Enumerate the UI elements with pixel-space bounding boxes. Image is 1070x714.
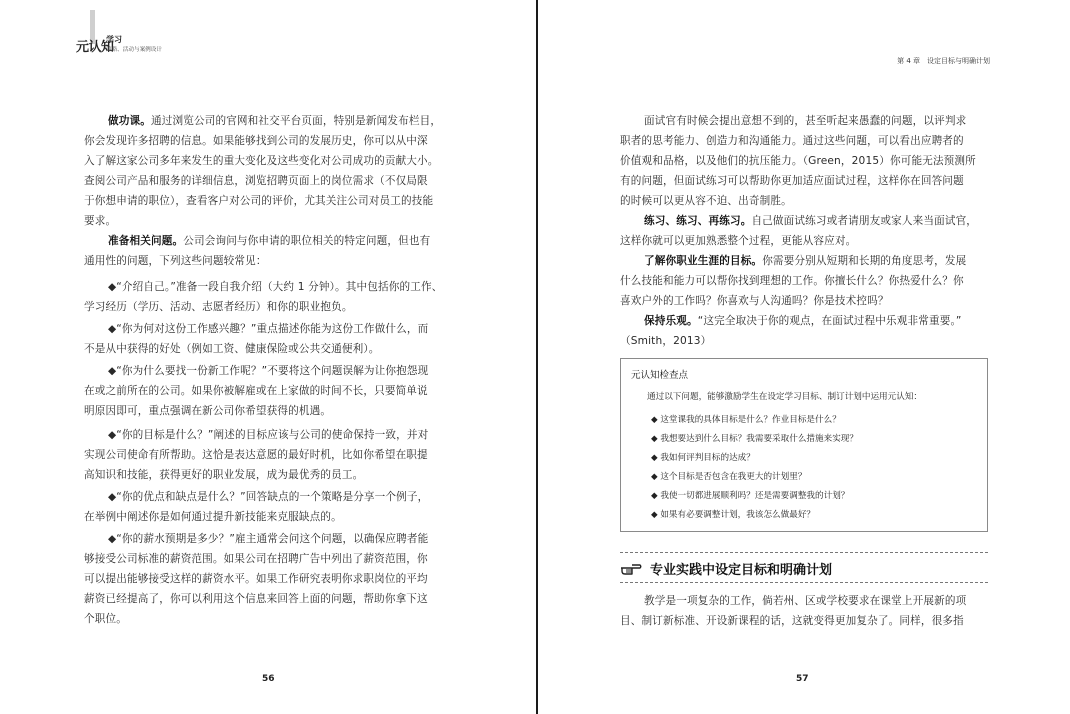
text-line: （Smith，2013） (620, 335, 712, 347)
text-line: 要求。 (84, 215, 117, 227)
text-line: ◆“你为何对这份工作感兴趣？”重点描述你能为这份工作做什么，而 (108, 323, 429, 335)
text-line: 在或之前所在的公司。如果你被解雇或在上家做的时间不长，只要简单说 (84, 385, 428, 397)
text-line: 入了解这家公司多年来发生的重大变化及这些变化对公司成功的贡献大小。 (84, 155, 439, 167)
book-title: 学习 (106, 35, 122, 44)
text-line: ◆“你的优点和缺点是什么？”回答缺点的一个策略是分享一个例子， (108, 491, 429, 503)
text-line: 做功课。通过浏览公司的官网和社交平台页面，特别是新闻发布栏目， (108, 115, 442, 127)
page-number: 57 (796, 674, 809, 684)
bold-lead: 了解你职业生涯的目标。 (644, 255, 763, 267)
text-line: 的时候可以更从容不迫、出奇制胜。 (620, 195, 792, 207)
section-title: 专业实践中设定目标和明确计划 (650, 563, 833, 578)
text-line: ◆“你的薪水预期是多少？”雇主通常会问这个问题，以确保应聘者能 (108, 533, 429, 545)
text-line: 学习经历（学历、活动、志愿者经历）和你的职业抱负。 (84, 301, 353, 313)
book-subtitle: 策略、活动与案例设计 (106, 47, 162, 53)
text-line: 教学是一项复杂的工作，倘若州、区或学校要求在课堂上开展新的项 (644, 595, 967, 607)
text-line: 面试官有时候会提出意想不到的，甚至听起来愚蠢的问题，以评判求 (644, 115, 967, 127)
text-line: 价值观和品格，以及他们的抗压能力。（Green，2015）你可能无法预测所 (620, 155, 976, 167)
checkpoint-item: ◆ 如果有必要调整计划，我该怎么做最好？ (651, 510, 816, 520)
checkpoint-item: ◆ 我使一切都进展顺利吗？还是需要调整我的计划？ (651, 491, 850, 501)
checkpoint-item: ◆ 这堂课我的具体目标是什么？作业目标是什么？ (651, 415, 841, 425)
text-line: 可以提出能够接受这样的薪资水平。如果工作研究表明你求职岗位的平均 (84, 573, 428, 585)
text-line: 喜欢户外的工作吗？你喜欢与人沟通吗？你是技术控吗？ (620, 295, 889, 307)
bold-lead: 准备相关问题。 (108, 235, 184, 247)
right-page (538, 0, 1070, 714)
text-line: 高知识和技能，获得更好的职业发展，成为最优秀的员工。 (84, 469, 364, 481)
text-line: 实现公司使命有所帮助。这恰是表达意愿的最好时机，比如你希望在职提 (84, 449, 428, 461)
text-line: 不是从中获得的好处（例如工资、健康保险或公共交通便利）。 (84, 343, 380, 355)
text-line: 薪资已经提高了，你可以利用这个信息来回答上面的问题，帮助你拿下这 (84, 593, 428, 605)
text-line: 明原因即可，重点强调在新公司你希望获得的机遇。 (84, 405, 332, 417)
text-line: 在举例中阐述你是如何通过提升新技能来克服缺点的。 (84, 511, 342, 523)
text-line: 有的问题，但面试练习可以帮助你更加适应面试过程，这样你在回答问题 (620, 175, 964, 187)
text-line: 够接受公司标准的薪资范围。如果公司在招聘广告中列出了薪资范围，你 (84, 553, 428, 565)
pointing-hand-icon (620, 559, 642, 577)
section-divider-top (620, 552, 988, 553)
text-line: ◆“介绍自己。”准备一段自我介绍（大约 1 分钟）。其中包括你的工作、 (108, 281, 443, 293)
checkpoint-item: ◆ 我如何评判目标的达成？ (651, 453, 755, 463)
text-line: 于你想申请的职位），查看客户对公司的评价，尤其关注公司对员工的技能 (84, 195, 434, 207)
bold-lead: 做功课。 (108, 115, 151, 127)
checkpoint-intro: 通过以下问题，能够激励学生在设定学习目标、制订计划中运用元认知： (647, 392, 923, 402)
checkpoint-item: ◆ 我想要达到什么目标？我需要采取什么措施来实现？ (651, 434, 858, 444)
text-line: 保持乐观。“这完全取决于你的观点，在面试过程中乐观非常重要。” (644, 315, 962, 327)
text-line: 通用性的问题，下列这些问题较常见： (84, 255, 267, 267)
metacognition-checkpoint-box (620, 358, 988, 532)
text-line: 你会发现许多招聘的信息。如果能够找到公司的发展历史，你可以从中深 (84, 135, 428, 147)
text-line: ◆“你的目标是什么？”阐述的目标应该与公司的使命保持一致，并对 (108, 429, 429, 441)
checkpoint-title: 元认知检查点 (631, 370, 689, 381)
text-line: 练习、练习、再练习。自己做面试练习或者请朋友或家人来当面试官， (644, 215, 978, 227)
chapter-header: 第 4 章 设定目标与明确计划 (897, 57, 990, 65)
book-logo: 元认知 (76, 40, 114, 55)
text-line: 什么技能和能力可以帮你找到理想的工作。你擅长什么？你热爱什么？你 (620, 275, 964, 287)
bold-lead: 保持乐观。 (644, 315, 698, 327)
text-line: 个职位。 (84, 613, 127, 625)
text-line: ◆“你为什么要找一份新工作呢？”不要将这个问题误解为让你抱怨现 (108, 365, 429, 377)
checkpoint-item: ◆ 这个目标是否包含在我更大的计划里？ (651, 472, 807, 482)
text-line: 职者的思考能力、创造力和沟通能力。通过这些问题，可以看出应聘者的 (620, 135, 964, 147)
text-line: 了解你职业生涯的目标。你需要分别从短期和长期的角度思考，发展 (644, 255, 967, 267)
section-divider-bottom (620, 582, 988, 583)
text-line: 准备相关问题。公司会询问与你申请的职位相关的特定问题，但也有 (108, 235, 431, 247)
text-line: 目、制订新标准、开设新课程的话，这就变得更加复杂了。同样，很多指 (620, 615, 964, 627)
page-number: 56 (262, 674, 275, 684)
text-line: 查阅公司产品和服务的详细信息，浏览招聘页面上的岗位需求（不仅局限 (84, 175, 428, 187)
text-line: 这样你就可以更加熟悉整个过程，更能从容应对。 (620, 235, 857, 247)
bold-lead: 练习、练习、再练习。 (644, 215, 752, 227)
